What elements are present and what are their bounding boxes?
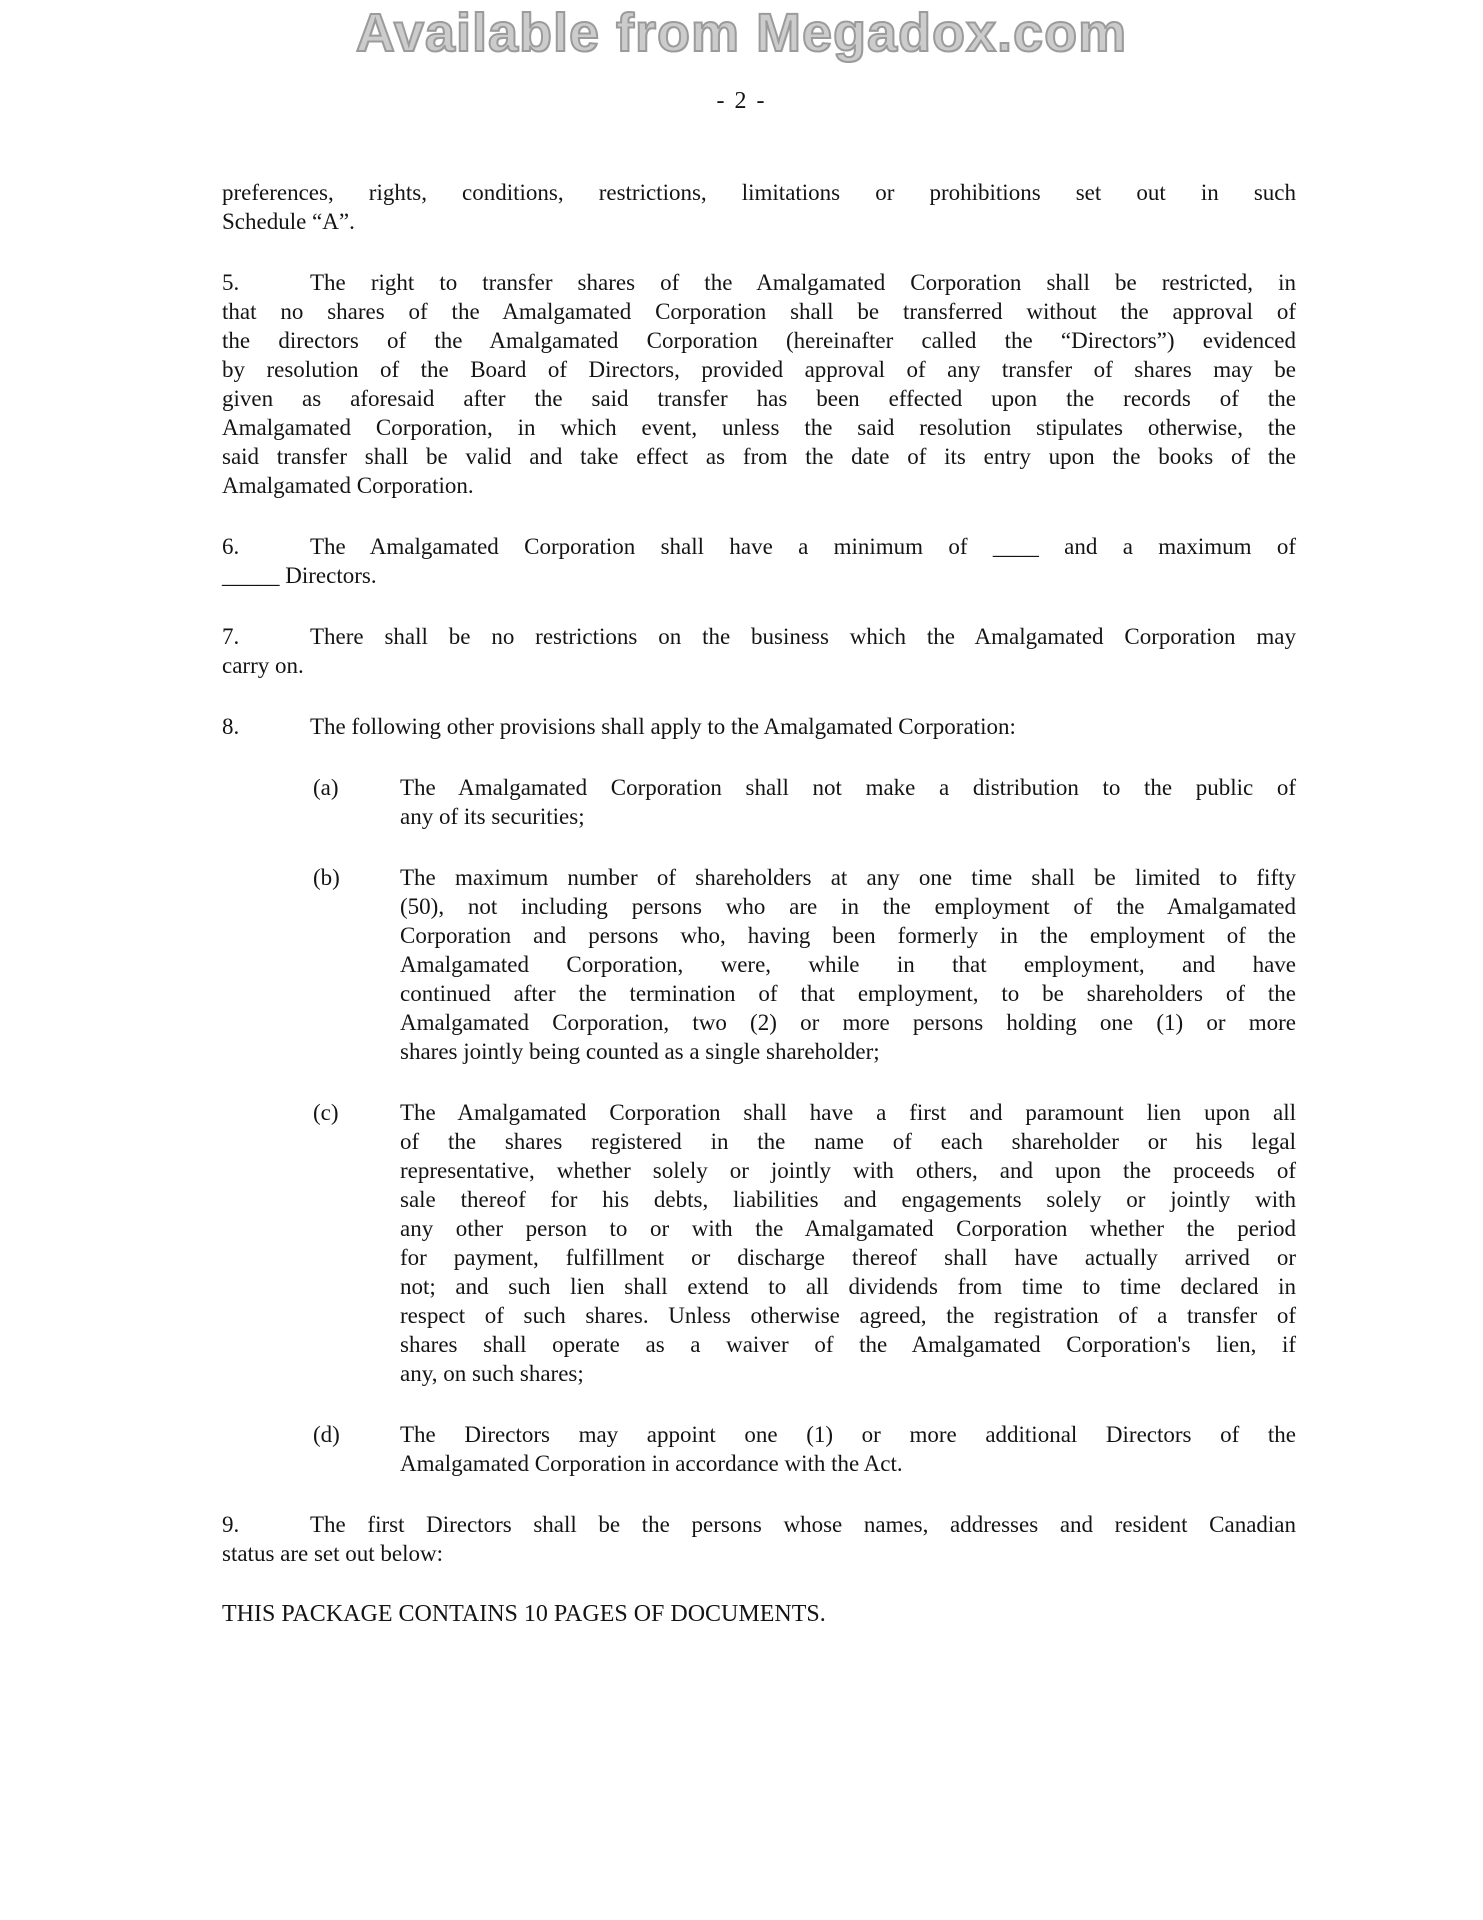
document-line: preferences, rights, conditions, restrictions, limitations or prohibitions set out in such (222, 180, 1296, 205)
subclause-label: (d) (313, 1422, 340, 1447)
document-line: (d) The Directors may appoint one (1) or more additional Directors of the (313, 1422, 1296, 1447)
subclause-label: (c) (313, 1100, 339, 1125)
document-line: Amalgamated Corporation, two (2) or more persons holding one (1) or more (400, 1010, 1296, 1035)
document-line: that no shares of the Amalgamated Corporation shall be transferred without the approval of (222, 299, 1296, 324)
paragraph-continuation-0 (222, 178, 1296, 236)
subclause-label: (b) (313, 865, 340, 890)
document-line: Amalgamated Corporation. (222, 473, 474, 498)
package-footer-note: THIS PACKAGE CONTAINS 10 PAGES OF DOCUMENTS. (222, 1601, 826, 1627)
document-line: continued after the termination of that employment, to be shareholders of the (400, 981, 1296, 1006)
document-line: of the shares registered in the name of each shareholder or his legal (400, 1129, 1296, 1154)
document-line: any of its securities; (400, 804, 585, 829)
document-body (222, 178, 1296, 1629)
paragraph-7 (222, 622, 1296, 680)
document-line: any other person to or with the Amalgamated Corporation whether the period (400, 1216, 1296, 1241)
document-line: representative, whether solely or jointly with others, and upon the proceeds of (400, 1158, 1296, 1183)
document-line: for payment, fulfillment or discharge thereof shall have actually arrived or (400, 1245, 1296, 1270)
document-line: given as aforesaid after the said transfer has been effected upon the records of the (222, 386, 1296, 411)
clause-number: 7. (222, 624, 240, 649)
document-line: 6. The Amalgamated Corporation shall have a minimum of ____ and a maximum of (222, 534, 1296, 559)
subclause-a (313, 773, 1296, 831)
document-line: sale thereof for his debts, liabilities and engagements solely or jointly with (400, 1187, 1296, 1212)
paragraph-8 (222, 712, 1296, 741)
document-line: 9. The first Directors shall be the persons whose names, addresses and resident Canadian (222, 1512, 1296, 1537)
document-line: the directors of the Amalgamated Corporation (hereinafter called the “Directors”) evidenced (222, 328, 1296, 353)
document-line: Schedule “A”. (222, 209, 355, 234)
document-line: 7. There shall be no restrictions on the business which the Amalgamated Corporation may (222, 624, 1296, 649)
paragraph-9 (222, 1510, 1296, 1568)
document-line: status are set out below: (222, 1541, 444, 1566)
watermark: Available from Megadox.com (355, 3, 1128, 63)
paragraph-5 (222, 268, 1296, 500)
clause-number: 6. (222, 534, 240, 559)
clause-number: 9. (222, 1512, 240, 1537)
document-line: Corporation and persons who, having been formerly in the employment of the (400, 923, 1296, 948)
document-line: (b) The maximum number of shareholders at any one time shall be limited to fifty (313, 865, 1296, 890)
document-line: 8. The following other provisions shall apply to the Amalgamated Corporation: (222, 714, 1016, 739)
clause-number: 5. (222, 270, 240, 295)
document-line: respect of such shares. Unless otherwise agreed, the registration of a transfer of (400, 1303, 1296, 1328)
document-line: Amalgamated Corporation in accordance with the Act. (400, 1451, 903, 1476)
document-line: any, on such shares; (400, 1361, 584, 1386)
paragraph-6 (222, 532, 1296, 590)
document-line: (c) The Amalgamated Corporation shall have a first and paramount lien upon all (313, 1100, 1296, 1125)
document-line: shares jointly being counted as a single shareholder; (400, 1039, 880, 1064)
document-line: Amalgamated Corporation, in which event, unless the said resolution stipulates otherwise, the (222, 415, 1296, 440)
document-line: _____ Directors. (222, 563, 377, 588)
subclause-c (313, 1098, 1296, 1388)
document-line: 5. The right to transfer shares of the Amalgamated Corporation shall be restricted, in (222, 270, 1296, 295)
document-line: carry on. (222, 653, 304, 678)
document-line: (50), not including persons who are in the employment of the Amalgamated (400, 894, 1296, 919)
clause-number: 8. (222, 714, 240, 739)
subclause-b (313, 863, 1296, 1066)
document-line: (a) The Amalgamated Corporation shall not make a distribution to the public of (313, 775, 1296, 800)
document-line: not; and such lien shall extend to all dividends from time to time declared in (400, 1274, 1296, 1299)
page-number: - 2 - (716, 88, 767, 114)
document-line: shares shall operate as a waiver of the Amalgamated Corporation's lien, if (400, 1332, 1296, 1357)
subclause-d (313, 1420, 1296, 1478)
subclause-label: (a) (313, 775, 339, 800)
document-line: Amalgamated Corporation, were, while in that employment, and have (400, 952, 1296, 977)
document-line: said transfer shall be valid and take effect as from the date of its entry upon the books of the (222, 444, 1296, 469)
document-line: by resolution of the Board of Directors, provided approval of any transfer of shares may be (222, 357, 1296, 382)
